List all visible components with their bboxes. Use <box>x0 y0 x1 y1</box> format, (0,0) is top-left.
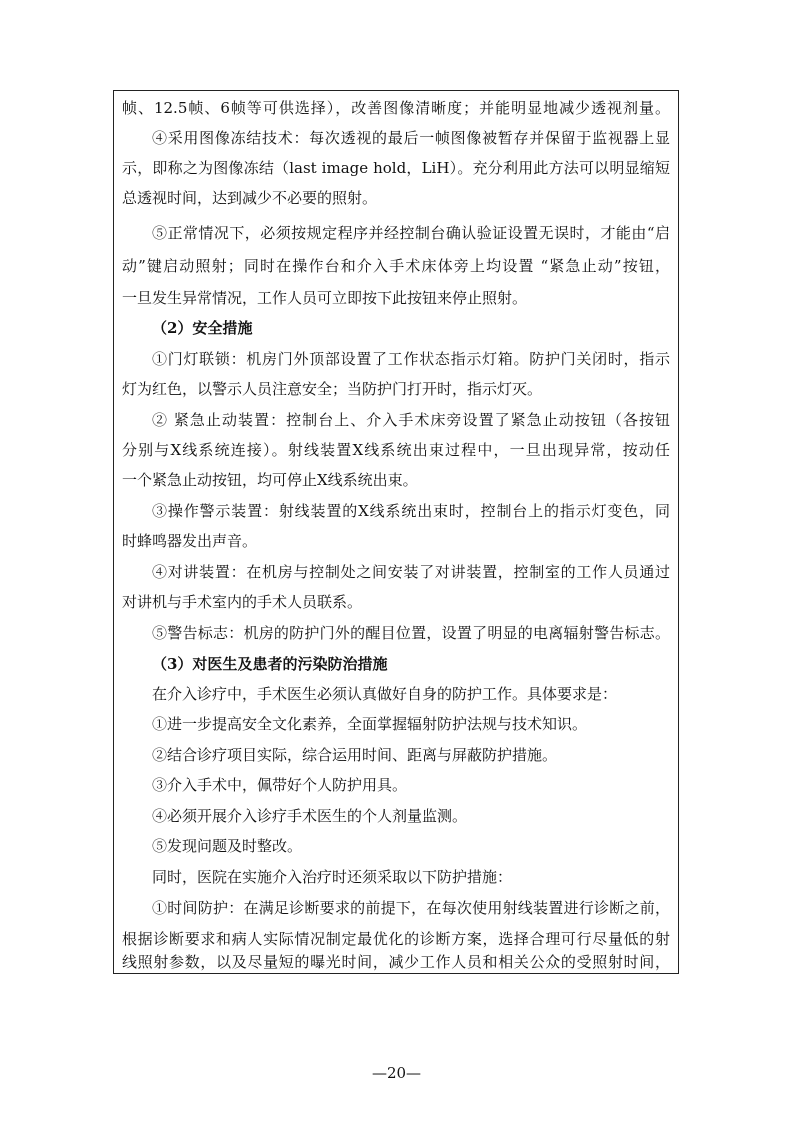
text-line: 根据诊断要求和病人实际情况制定最优化的诊断方案，选择合理可行尽量低的射 <box>122 930 670 948</box>
text-line: ①进一步提高安全文化素养，全面掌握辐射防护法规与技术知识。 <box>152 715 588 733</box>
document-text-frame <box>113 90 679 974</box>
text-line: ⑤发现问题及时整改。 <box>152 837 303 855</box>
text-line: 示，即称之为图像冻结（last image hold，LiH）。充分利用此方法可以明显缩短 <box>122 159 670 177</box>
text-line: ②结合诊疗项目实际，综合运用时间、距离与屏蔽防护措施。 <box>152 746 558 764</box>
text-line: ④采用图像冻结技术：每次透视的最后一帧图像被暂存并保留于监视器上显 <box>152 129 670 147</box>
text-line: 在介入诊疗中，手术医生必须认真做好自身的防护工作。具体要求是： <box>152 685 618 703</box>
text-line: 帧、12.5帧、6帧等可供选择），改善图像清晰度；并能明显地减少透视剂量。 <box>122 99 670 117</box>
page-number: —20— <box>371 1064 422 1082</box>
section-heading: （3）对医生及患者的污染防治措施 <box>152 655 388 673</box>
text-line: ⑤正常情况下，必须按规定程序并经控制台确认验证设置无误时，才能由“启 <box>152 224 670 242</box>
text-line: ③介入手术中，佩带好个人防护用具。 <box>152 776 408 794</box>
text-line: 时蜂鸣器发出声音。 <box>122 532 258 550</box>
text-line: 对讲机与手术室内的手术人员联系。 <box>122 593 363 611</box>
text-line: 灯为红色，以警示人员注意安全；当防护门打开时，指示灯灭。 <box>122 380 543 398</box>
text-line: 线照射参数，以及尽量短的曝光时间，减少工作人员和相关公众的受照射时间， <box>122 953 670 971</box>
text-line: ④对讲装置：在机房与控制处之间安装了对讲装置，控制室的工作人员通过 <box>152 563 670 581</box>
text-line: 分别与X线系统连接）。射线装置X线系统出束过程中，一旦出现异常，按动任 <box>122 441 670 459</box>
text-line: ①门灯联锁：机房门外顶部设置了工作状态指示灯箱。防护门关闭时，指示 <box>152 350 670 368</box>
text-line: 动”键启动照射；同时在操作台和介入手术床体旁上均设置 “紧急止动”按钮， <box>122 257 670 275</box>
text-line: ② 紧急止动装置：控制台上、介入手术床旁设置了紧急止动按钮（各按钮 <box>152 411 670 429</box>
text-line: ③操作警示装置：射线装置的X线系统出束时，控制台上的指示灯变色，同 <box>152 502 670 520</box>
text-line: ⑤警告标志：机房的防护门外的醒目位置，设置了明显的电离辐射警告标志。 <box>152 624 670 642</box>
text-line: ①时间防护：在满足诊断要求的前提下，在每次使用射线装置进行诊断之前， <box>152 899 670 917</box>
text-line: 一旦发生异常情况，工作人员可立即按下此按钮来停止照射。 <box>122 289 528 307</box>
section-heading: （2）安全措施 <box>152 319 253 337</box>
text-line: ④必须开展介入诊疗手术医生的个人剂量监测。 <box>152 807 468 825</box>
text-line: 同时，医院在实施介入治疗时还须采取以下防护措施： <box>152 868 513 886</box>
text-line: 一个紧急止动按钮，均可停止X线系统出束。 <box>122 471 418 489</box>
text-line: 总透视时间，达到减少不必要的照射。 <box>122 189 378 207</box>
